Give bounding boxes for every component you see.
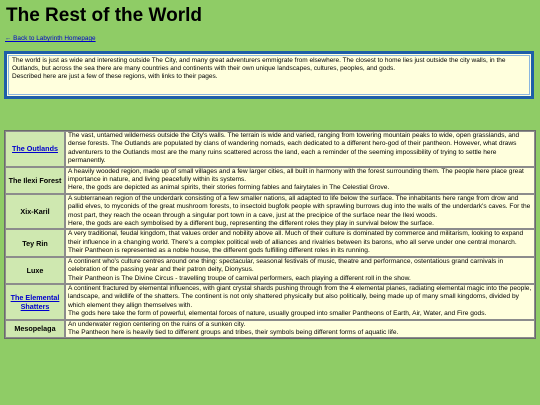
back-to-homepage-link[interactable]: ← Back to Labyrinth Homepage [5,35,96,42]
region-description-line: Their Pantheon is represented as a noble house, the different gods fulfilling different roles in its running. [68,247,370,255]
region-row [5,284,535,320]
region-name-cell [5,229,65,256]
intro-inner [8,55,530,95]
page-title: The Rest of the World [6,5,202,26]
region-description-cell [65,167,535,194]
regions-table-body [5,131,535,338]
region-description-line: Their Pantheon is The Divine Circus - travelling troupe of carnival performers, each playing a different roll in the show. [68,274,411,282]
region-description-line: Here, the gods are each symbolised by a different bug, representing the different roles they play in survival below the surface. [68,220,434,228]
region-description-line: The vast, untamed wilderness outside the City's walls. The terrain is wide and varied, ranging from towering mountain peaks to wide, open grasslands, and dense forests. The Outlands are populated by clans of wandering nomads, each dedicated to a different hero-god of their pantheon. However, what draws adventurers to the Outlands most are the many ruins scattered across the land, each a reminder of the seeming impossibility of trying to settle here permanently. [68,132,520,165]
region-description-line: A continent fractured by elemental influences, with giant crystal shards pushing through from the 4 elemental planes, radiating elemental magic into the people, landscape, and wildlife of the shatters. The continent is not only shattered physically but also politically, being made up of many small kingdoms, divided by which element they allign themselves with. [68,284,532,309]
region-description-line: The gods here take the form of powerful, elemental forces of nature, usually grouped into smaller Pantheons of Earth, Air, Water, and Fire gods. [68,310,487,318]
region-name-cell [5,320,65,339]
intro-line-2: Described here are just a few of these regions, with links to their pages. [12,73,218,81]
region-description-line: A very traditional, feudal kingdom, that values order and nobility above all. Much of their culture is dominated by commerce and militarism, looking to expand their influence in a changing world. There's a complex political web of alliances and rivalries between its barons, who all serve under one central monarch. [68,230,524,246]
region-name: Mesopelaga [14,324,56,334]
region-name: The Ilexi Forest [8,175,62,185]
region-description-line: The Pantheon here is heavily tied to different groups and tribes, their symbols being different forms of aquatic life. [68,328,399,336]
region-row [5,194,535,230]
region-description-line: Here, the gods are depicted as animal spirits, their stories forming fables and fairytales in The Celestial Grove. [68,184,390,192]
region-row [5,167,535,194]
region-description-cell [65,194,535,230]
region-row [5,320,535,339]
region-description-line: An underwater region centering on the ruins of a sunken city. [68,320,246,328]
region-row [5,131,535,167]
region-link[interactable]: The Elemental Shatters [10,292,60,311]
region-name-cell [5,194,65,230]
region-description-cell [65,131,535,167]
region-name: Luxe [26,265,44,275]
intro-paragraph: The world is just as wide and interesting outside The City, and many great adventurers emmigrate from elsewhere. The closest to home lies just outside the city walls, in the Outlands, but across the sea there are many countries and continents with their own unique landscapes, cultures, peoples, and gods. [12,57,506,73]
region-description-line: A continent who's culture centres around one thing: spectacular, seasonal festivals of music, theatre and performance, ostentatious grand carnivals in celebration of the passing year and their patron deity, Dionysus. [68,257,504,274]
region-link[interactable]: The Outlands [12,144,58,154]
region-name: Tey Rin [22,238,48,248]
region-description-cell [65,320,535,339]
region-description-cell [65,284,535,320]
regions-table [4,130,536,339]
region-description-line: A heavily wooded region, made up of small villages and a few larger cities, all built in harmony with the forest surrounding them. The people here place great importance in nature, and living peacefully within its systems. [68,167,524,184]
region-description-cell [65,257,535,284]
intro-box [4,51,534,99]
region-name-cell [5,284,65,320]
region-description-line: A subterranean region of the underdark consisting of a few smaller nations, all adapted to life below the surface. The inhabitants here range from drow and pallid elves, to myconids of the great mushroom forests, to insectoid bugfolk people with sprawling burrows dug into the walls of the underdark's caves. For the most part, they reach the ocean through a singular port town in a cave, just at the precipice of the surface near the Ilexi woods. [68,194,531,219]
region-name-cell [5,167,65,194]
region-name-cell [5,257,65,284]
region-name-cell [5,131,65,167]
region-row [5,257,535,284]
region-name: Xix-Karil [20,207,50,217]
region-description-cell [65,229,535,256]
region-row [5,229,535,256]
